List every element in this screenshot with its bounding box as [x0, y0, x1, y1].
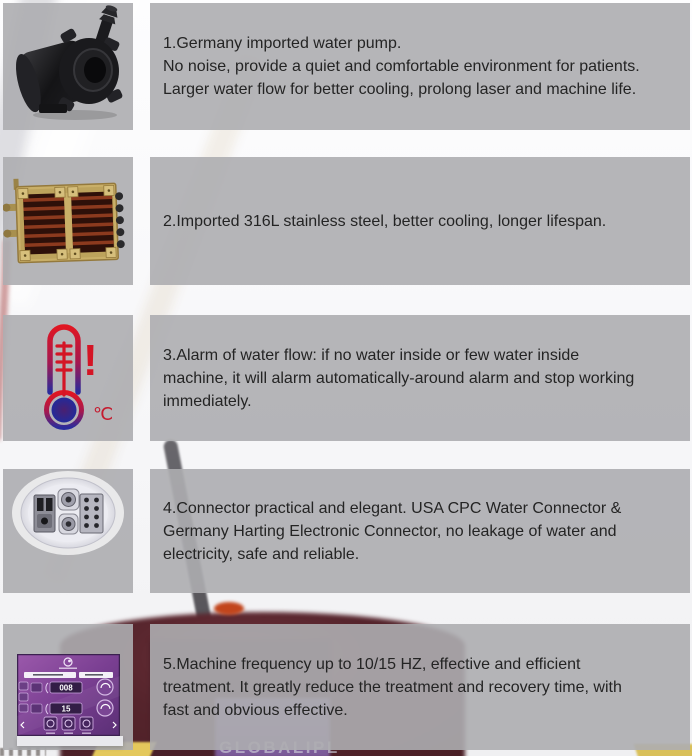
feature-1-image-panel	[3, 3, 133, 130]
control-screen-image	[17, 654, 120, 736]
feature-text-line: 3.Alarm of water flow: if no water inside or few water inside	[163, 346, 580, 364]
feature-4-text-panel	[150, 469, 690, 593]
feature-3-text-panel	[150, 315, 690, 441]
feature-text-line: electricity, safe and reliable.	[163, 545, 360, 563]
feature-5-image-panel	[3, 624, 133, 750]
feature-5-text-panel	[150, 624, 690, 750]
feature-text-line: machine, it will alarm automatically-around alarm and stop working	[163, 369, 635, 387]
frequency-value: 15	[61, 704, 71, 714]
dial-icon	[97, 679, 113, 695]
feature-text-line: No noise, provide a quiet and comfortable environment for patients.	[163, 58, 640, 75]
feature-text-line: Larger water flow for better cooling, prolong laser and machine life.	[163, 81, 637, 98]
feature-text-line: 4.Connector practical and elegant. USA CPC Water Connector &	[163, 499, 622, 517]
feature-text-line: treatment. It greatly reduce the treatment and recovery time, with	[163, 678, 622, 696]
thermometer-alarm-icon	[3, 315, 133, 441]
energy-value: 008	[59, 683, 73, 693]
feature-1-text-panel	[150, 3, 690, 130]
celsius-unit-label: ℃	[93, 404, 114, 424]
feature-text-line: 1.Germany imported water pump.	[163, 35, 402, 52]
feature-text-line: immediately.	[163, 392, 252, 410]
feature-text-line: fast and obvious effective.	[163, 701, 348, 719]
feature-3-image-panel	[3, 315, 133, 441]
feature-text-line: 2.Imported 316L stainless steel, better cooling, longer lifespan.	[163, 212, 607, 230]
water-pump-image	[3, 3, 133, 130]
feature-2-text-panel	[150, 157, 690, 285]
connector-image	[3, 469, 133, 593]
feature-2-image-panel	[3, 157, 133, 285]
feature-text-line: Germany Harting Electronic Connector, no leakage of water and	[163, 522, 617, 540]
background-machine-button	[214, 602, 244, 615]
dial-icon	[97, 700, 113, 716]
radiator-image	[3, 158, 133, 285]
feature-text-line: 5.Machine frequency up to 10/15 HZ, effective and efficient	[163, 655, 581, 673]
feature-4-image-panel	[3, 469, 133, 593]
screen-bezel	[17, 736, 123, 746]
alarm-exclamation-mark: !	[83, 336, 98, 385]
